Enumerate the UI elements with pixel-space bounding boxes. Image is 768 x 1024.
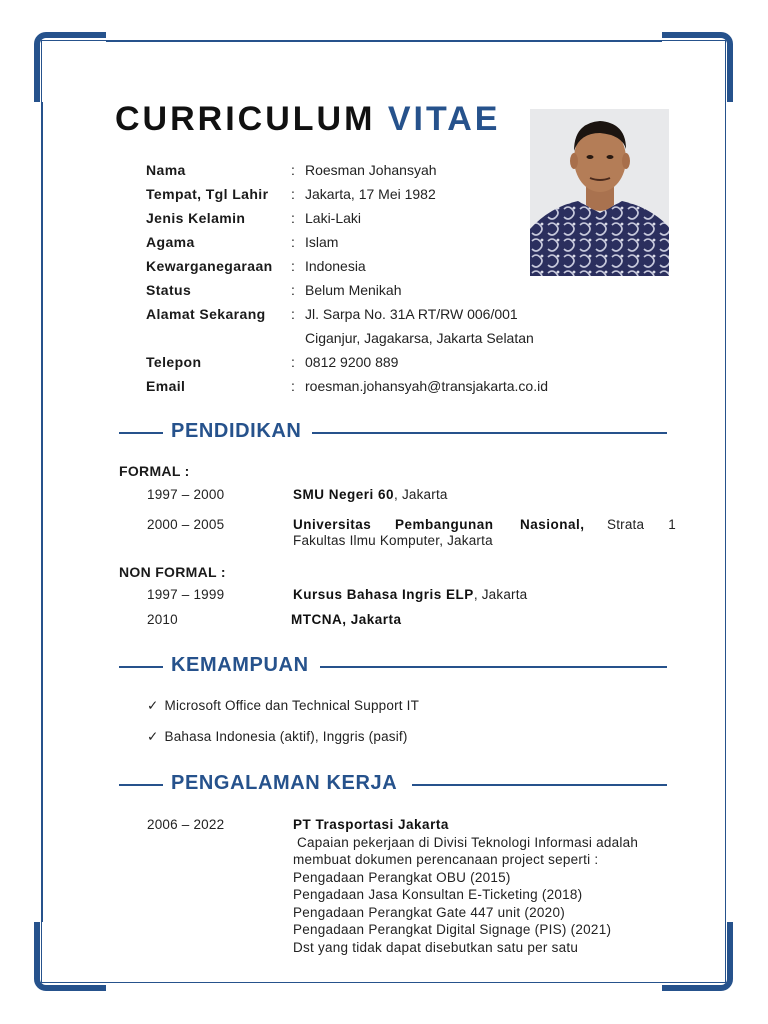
page-title	[115, 100, 500, 139]
experience-line: Pengadaan Perangkat OBU (2015)	[293, 870, 511, 885]
education-detail	[293, 487, 448, 502]
experience-line: Pengadaan Jasa Konsultan E-Ticketing (2018)	[293, 887, 583, 902]
section-divider-right	[412, 784, 667, 786]
education-detail	[291, 612, 402, 627]
section-divider-left	[119, 666, 163, 668]
school-name: SMU Negeri 60	[293, 487, 395, 502]
experience-company	[293, 817, 449, 832]
course-name: Kursus Bahasa Ingris ELP	[293, 587, 474, 602]
title-vitae: VITAE	[387, 100, 501, 138]
info-colon: :	[291, 306, 295, 322]
education-detail	[293, 587, 527, 602]
info-colon: :	[291, 186, 295, 202]
info-colon: :	[291, 210, 295, 226]
school-location: , Jakarta	[394, 487, 448, 502]
experience-line: Pengadaan Perangkat Digital Signage (PIS) (2021)	[293, 922, 612, 937]
university-strata-num: 1	[668, 517, 676, 532]
experience-line: Dst yang tidak dapat disebutkan satu per satu	[293, 940, 579, 955]
info-value: Indonesia	[305, 258, 366, 274]
company-name: PT Trasportasi Jakarta	[293, 817, 449, 832]
info-value: Ciganjur, Jagakarsa, Jakarta Selatan	[305, 330, 534, 346]
info-label: Alamat Sekarang	[146, 306, 266, 322]
education-years: 1997 – 1999	[147, 587, 225, 602]
section-divider-right	[312, 432, 667, 434]
formal-label: FORMAL :	[119, 463, 190, 479]
info-value: roesman.johansyah@transjakarta.co.id	[305, 378, 549, 394]
education-years: 1997 – 2000	[147, 487, 225, 502]
section-pengalaman-kerja	[119, 772, 667, 798]
skill-text: Bahasa Indonesia (aktif), Inggris (pasif)	[164, 729, 408, 744]
info-value: 0812 9200 889	[305, 354, 399, 370]
university-faculty: Fakultas Ilmu Komputer, Jakarta	[293, 533, 493, 548]
course-location: , Jakarta	[473, 587, 528, 602]
course-name: MTCNA, Jakarta	[291, 612, 402, 627]
info-value: Jl. Sarpa No. 31A RT/RW 006/001	[305, 306, 518, 322]
info-value: Belum Menikah	[305, 282, 402, 298]
frame-thin-left	[41, 102, 43, 922]
info-label: Kewarganegaraan	[146, 258, 273, 274]
experience-line: membuat dokumen perencanaan project seperti :	[293, 852, 599, 867]
university-name-3: Nasional,	[520, 517, 585, 532]
checkmark-icon: ✓	[147, 698, 159, 713]
info-colon: :	[291, 282, 295, 298]
skill-text: Microsoft Office dan Technical Support IT	[164, 698, 420, 713]
info-value: Roesman Johansyah	[305, 162, 437, 178]
info-value: Islam	[305, 234, 339, 250]
info-label: Tempat, Tgl Lahir	[146, 186, 269, 202]
frame-gap-left	[32, 102, 46, 922]
info-label: Agama	[146, 234, 195, 250]
info-value: Jakarta, 17 Mei 1982	[305, 186, 436, 202]
education-years: 2010	[147, 612, 178, 627]
profile-photo	[530, 109, 669, 276]
section-divider-left	[119, 784, 163, 786]
section-divider-right	[320, 666, 667, 668]
skill-item	[147, 729, 408, 745]
education-years: 2000 – 2005	[147, 517, 225, 532]
info-colon: :	[291, 354, 295, 370]
checkmark-icon: ✓	[147, 729, 159, 744]
section-title: PENGALAMAN KERJA	[171, 772, 398, 794]
info-label: Jenis Kelamin	[146, 210, 246, 226]
info-label: Telepon	[146, 354, 202, 370]
experience-line: Capaian pekerjaan di Divisi Teknologi Informasi adalah	[293, 835, 639, 850]
university-name-1: Universitas	[293, 517, 372, 532]
info-label: Email	[146, 378, 186, 394]
university-name-2: Pembangunan	[395, 517, 494, 532]
title-curriculum: CURRICULUM	[115, 100, 376, 138]
university-strata: Strata	[607, 517, 645, 532]
experience-line: Pengadaan Perangkat Gate 447 unit (2020)	[293, 905, 565, 920]
frame-thin-right	[725, 102, 727, 922]
frame-thin-bottom	[106, 982, 662, 984]
section-kemampuan	[119, 654, 667, 680]
experience-years: 2006 – 2022	[147, 817, 225, 832]
skill-item	[147, 698, 419, 714]
frame-gap-top	[106, 30, 662, 44]
info-colon: :	[291, 234, 295, 250]
section-divider-left	[119, 432, 163, 434]
frame-thin-top	[106, 40, 662, 42]
section-pendidikan	[119, 420, 667, 446]
portrait-image	[530, 109, 669, 276]
info-colon: :	[291, 378, 295, 394]
info-colon: :	[291, 162, 295, 178]
info-label: Nama	[146, 162, 186, 178]
info-value: Laki-Laki	[305, 210, 362, 226]
nonformal-label: NON FORMAL :	[119, 564, 226, 580]
section-title: PENDIDIKAN	[171, 420, 302, 442]
section-title: KEMAMPUAN	[171, 654, 309, 676]
info-label: Status	[146, 282, 192, 298]
info-colon: :	[291, 258, 295, 274]
